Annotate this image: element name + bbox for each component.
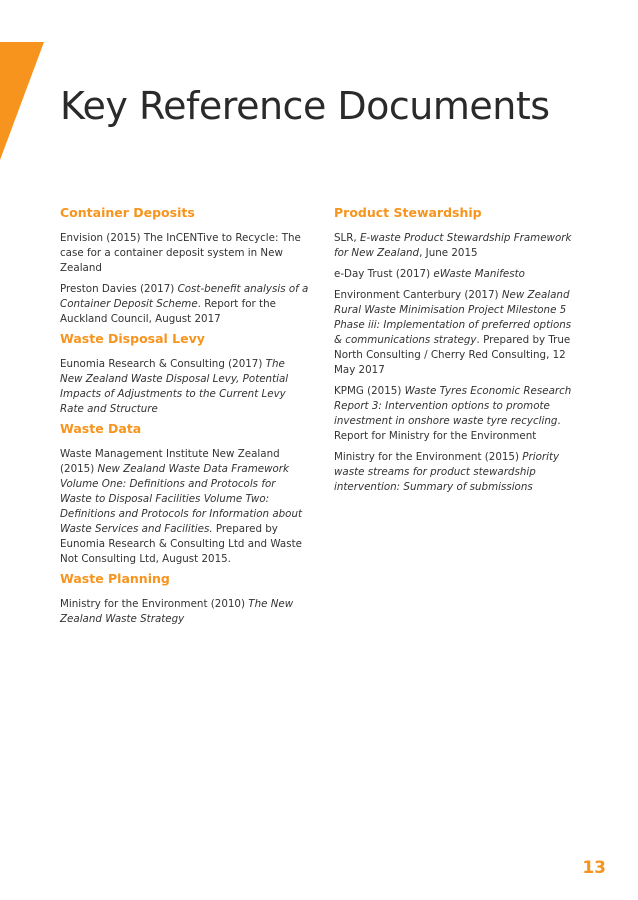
left-column xyxy=(60,204,310,630)
reference-entry: KPMG (2015) Waste Tyres Economic Research Report 3: Intervention options to promote investment in onshore waste tyre recycling. Report for Ministry for the Environment xyxy=(334,385,572,442)
reference-entry: Ministry for the Environment (2015) Priority waste streams for product stewardship intervention: Summary of submissions xyxy=(334,451,560,493)
page-title: Key Reference Documents xyxy=(60,84,550,128)
right-column xyxy=(334,204,574,498)
reference-entry: Waste Management Institute New Zealand (2015) New Zealand Waste Data Framework Volume One: Definitions and Protocols for Waste to Disposal Facilities Volume Two: Definitions and Protocols for Information about Waste Services and Facilities. Prepared by Eunomia Research & Consulting Ltd and Waste Not Consulting Ltd, August 2015. xyxy=(60,448,303,565)
reference-entry: Ministry for the Environment (2010) The New Zealand Waste Strategy xyxy=(60,598,294,625)
reference-entry: SLR, E-waste Product Stewardship Framework for New Zealand, June 2015 xyxy=(334,232,572,259)
orange-corner-tab xyxy=(0,0,60,170)
section-heading: Product Stewardship xyxy=(334,205,482,220)
section-waste-disposal-levy xyxy=(60,330,310,417)
section-heading: Waste Data xyxy=(60,421,142,436)
reference-entry: Eunomia Research & Consulting (2017) The New Zealand Waste Disposal Levy, Potential Impacts of Adjustments to the Current Levy Rate and Structure xyxy=(60,358,289,415)
reference-entry: e-Day Trust (2017) eWaste Manifesto xyxy=(334,268,525,280)
reference-entry: Envision (2015) The InCENTive to Recycle: The case for a container deposit system in New Zealand xyxy=(60,232,301,274)
section-heading: Waste Planning xyxy=(60,571,170,586)
section-heading: Container Deposits xyxy=(60,205,195,220)
section-container-deposits xyxy=(60,204,310,327)
reference-entry: Preston Davies (2017) Cost-benefit analysis of a Container Deposit Scheme. Report for the Auckland Council, August 2017 xyxy=(60,283,309,325)
section-waste-planning xyxy=(60,570,310,627)
reference-entry: Environment Canterbury (2017) New Zealand Rural Waste Minimisation Project Milestone 5 Phase iii: Implementation of preferred options & communications strategy. Prepared by True North Consulting / Cherry Red Consulting, 12 May 2017 xyxy=(334,289,572,376)
section-product-stewardship xyxy=(334,204,574,495)
section-heading: Waste Disposal Levy xyxy=(60,331,205,346)
section-waste-data xyxy=(60,420,310,567)
page-number: 13 xyxy=(582,858,606,878)
